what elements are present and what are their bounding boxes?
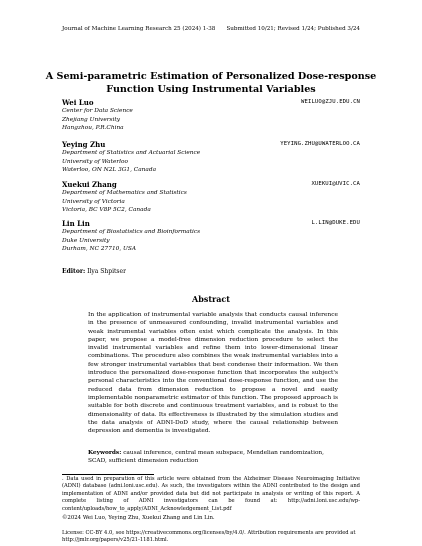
author-affiliation <box>62 228 200 254</box>
journal-header: Journal of Machine Learning Research 25 (2024) 1-38 <box>62 26 216 32</box>
affiliation-line: University of Victoria <box>62 198 125 205</box>
keywords <box>88 449 338 465</box>
author-name: Lin Lin <box>62 219 90 228</box>
abstract-heading: Abstract <box>192 294 230 304</box>
author-email[interactable]: WEILUO@ZJU.EDU.CN <box>301 99 360 105</box>
affiliation-line: University of Waterloo <box>62 158 128 165</box>
submission-dates: Submitted 10/21; Revised 1/24; Published 3/24 <box>226 26 360 32</box>
footnote-rule <box>62 474 154 475</box>
affiliation-line: Department of Mathematics and Statistics <box>62 190 187 196</box>
title-line-1: A Semi-parametric Estimation of Personalized Dose-response <box>45 71 377 82</box>
author-name: Yeying Zhu <box>62 140 106 149</box>
author-email[interactable]: XUEKUI@UVIC.CA <box>311 181 360 187</box>
affiliation-line: Waterloo, ON N2L 3G1, Canada <box>62 167 157 174</box>
editor-name: Ilya Shpitser <box>87 268 126 275</box>
affiliation-line: Duke University <box>62 237 110 244</box>
author-affiliation <box>62 107 133 133</box>
title-line-2: Function Using Instrumental Variables <box>106 84 316 95</box>
author-affiliation <box>62 149 200 175</box>
affiliation-line: Durham, NC 27710, USA <box>62 246 137 253</box>
keywords-label: Keywords: <box>88 450 122 456</box>
keywords-text: causal inference, central mean subspace, Mendelian randomization, SCAD, sufficient dimension reduction <box>88 450 325 465</box>
copyright: ©2024 Wei Luo, Yeying Zhu, Xuekui Zhang and Lin Lin. <box>62 515 215 521</box>
author-name: Wei Luo <box>62 98 94 107</box>
license-note: License: CC-BY 4.0, see https://creativecommons.org/licenses/by/4.0/. Attribution requirements are provided at http://jmlr.org/papers/v25/21-1181.html. <box>62 530 356 544</box>
abstract-text: In the application of instrumental variable analysis that conducts causal inference in the presence of unmeasured confounding, invalid instrumental variables and weak instrumental variables often exist which complicate the analysis. In this paper, we propose a model-free dimension reduction procedure to select the invalid instrumental variables and refine them into lower-dimensional linear combinations. The procedure also combines the weak instrumental variables into a few stronger instrumental variables that best condense their information. We then introduce the personalized dose-response function that incorporates the subject's personal characteristics into the conventional dose-response function, and use the reduced data from dimension reduction to propose a novel and easily implementable nonparametric estimator of this function. The proposed approach is suitable for both discrete and continuous treatment variables, and is robust to the dimensionality of data. Its effectiveness is illustrated by the simulation studies and the data analysis of ADNI-DoD study, where the causal relationship between depression and dementia is investigated. <box>88 312 338 435</box>
affiliation-line: Department of Statistics and Actuarial Science <box>62 150 201 156</box>
affiliation-line: Hangzhou, P.R.China <box>62 125 124 132</box>
author-affiliation <box>62 189 187 215</box>
author-name: Xuekui Zhang <box>62 180 117 189</box>
paper-title <box>0 70 422 96</box>
affiliation-line: Department of Biostatistics and Bioinformatics <box>62 229 201 235</box>
editor-label: Editor: <box>62 268 86 275</box>
affiliation-line: Zhejiang University <box>62 116 120 123</box>
footnote: . Data used in preparation of this article were obtained from the Alzheimer Disease Neuroimaging Initiative (ADNI) database (adni.loni.usc.edu). As such, the investigators within the ADNI contributed to the design and implementation of ADNI and/or provided data but did not participate in analysis or writing of this report. A complete listing of ADNI investigators can be found at: http://adni.loni.usc.edu/wp-content/uploads/how_to_apply/ADNI_Acknowledgement_List.pdf <box>62 476 360 512</box>
affiliation-line: Victoria, BC V8P 5C2, Canada <box>62 207 151 214</box>
affiliation-line: Center for Data Science <box>62 108 133 114</box>
editor-line <box>62 268 126 275</box>
author-email[interactable]: L.LIN@DUKE.EDU <box>311 220 360 226</box>
author-email[interactable]: YEYING.ZHU@UWATERLOO.CA <box>280 141 360 147</box>
